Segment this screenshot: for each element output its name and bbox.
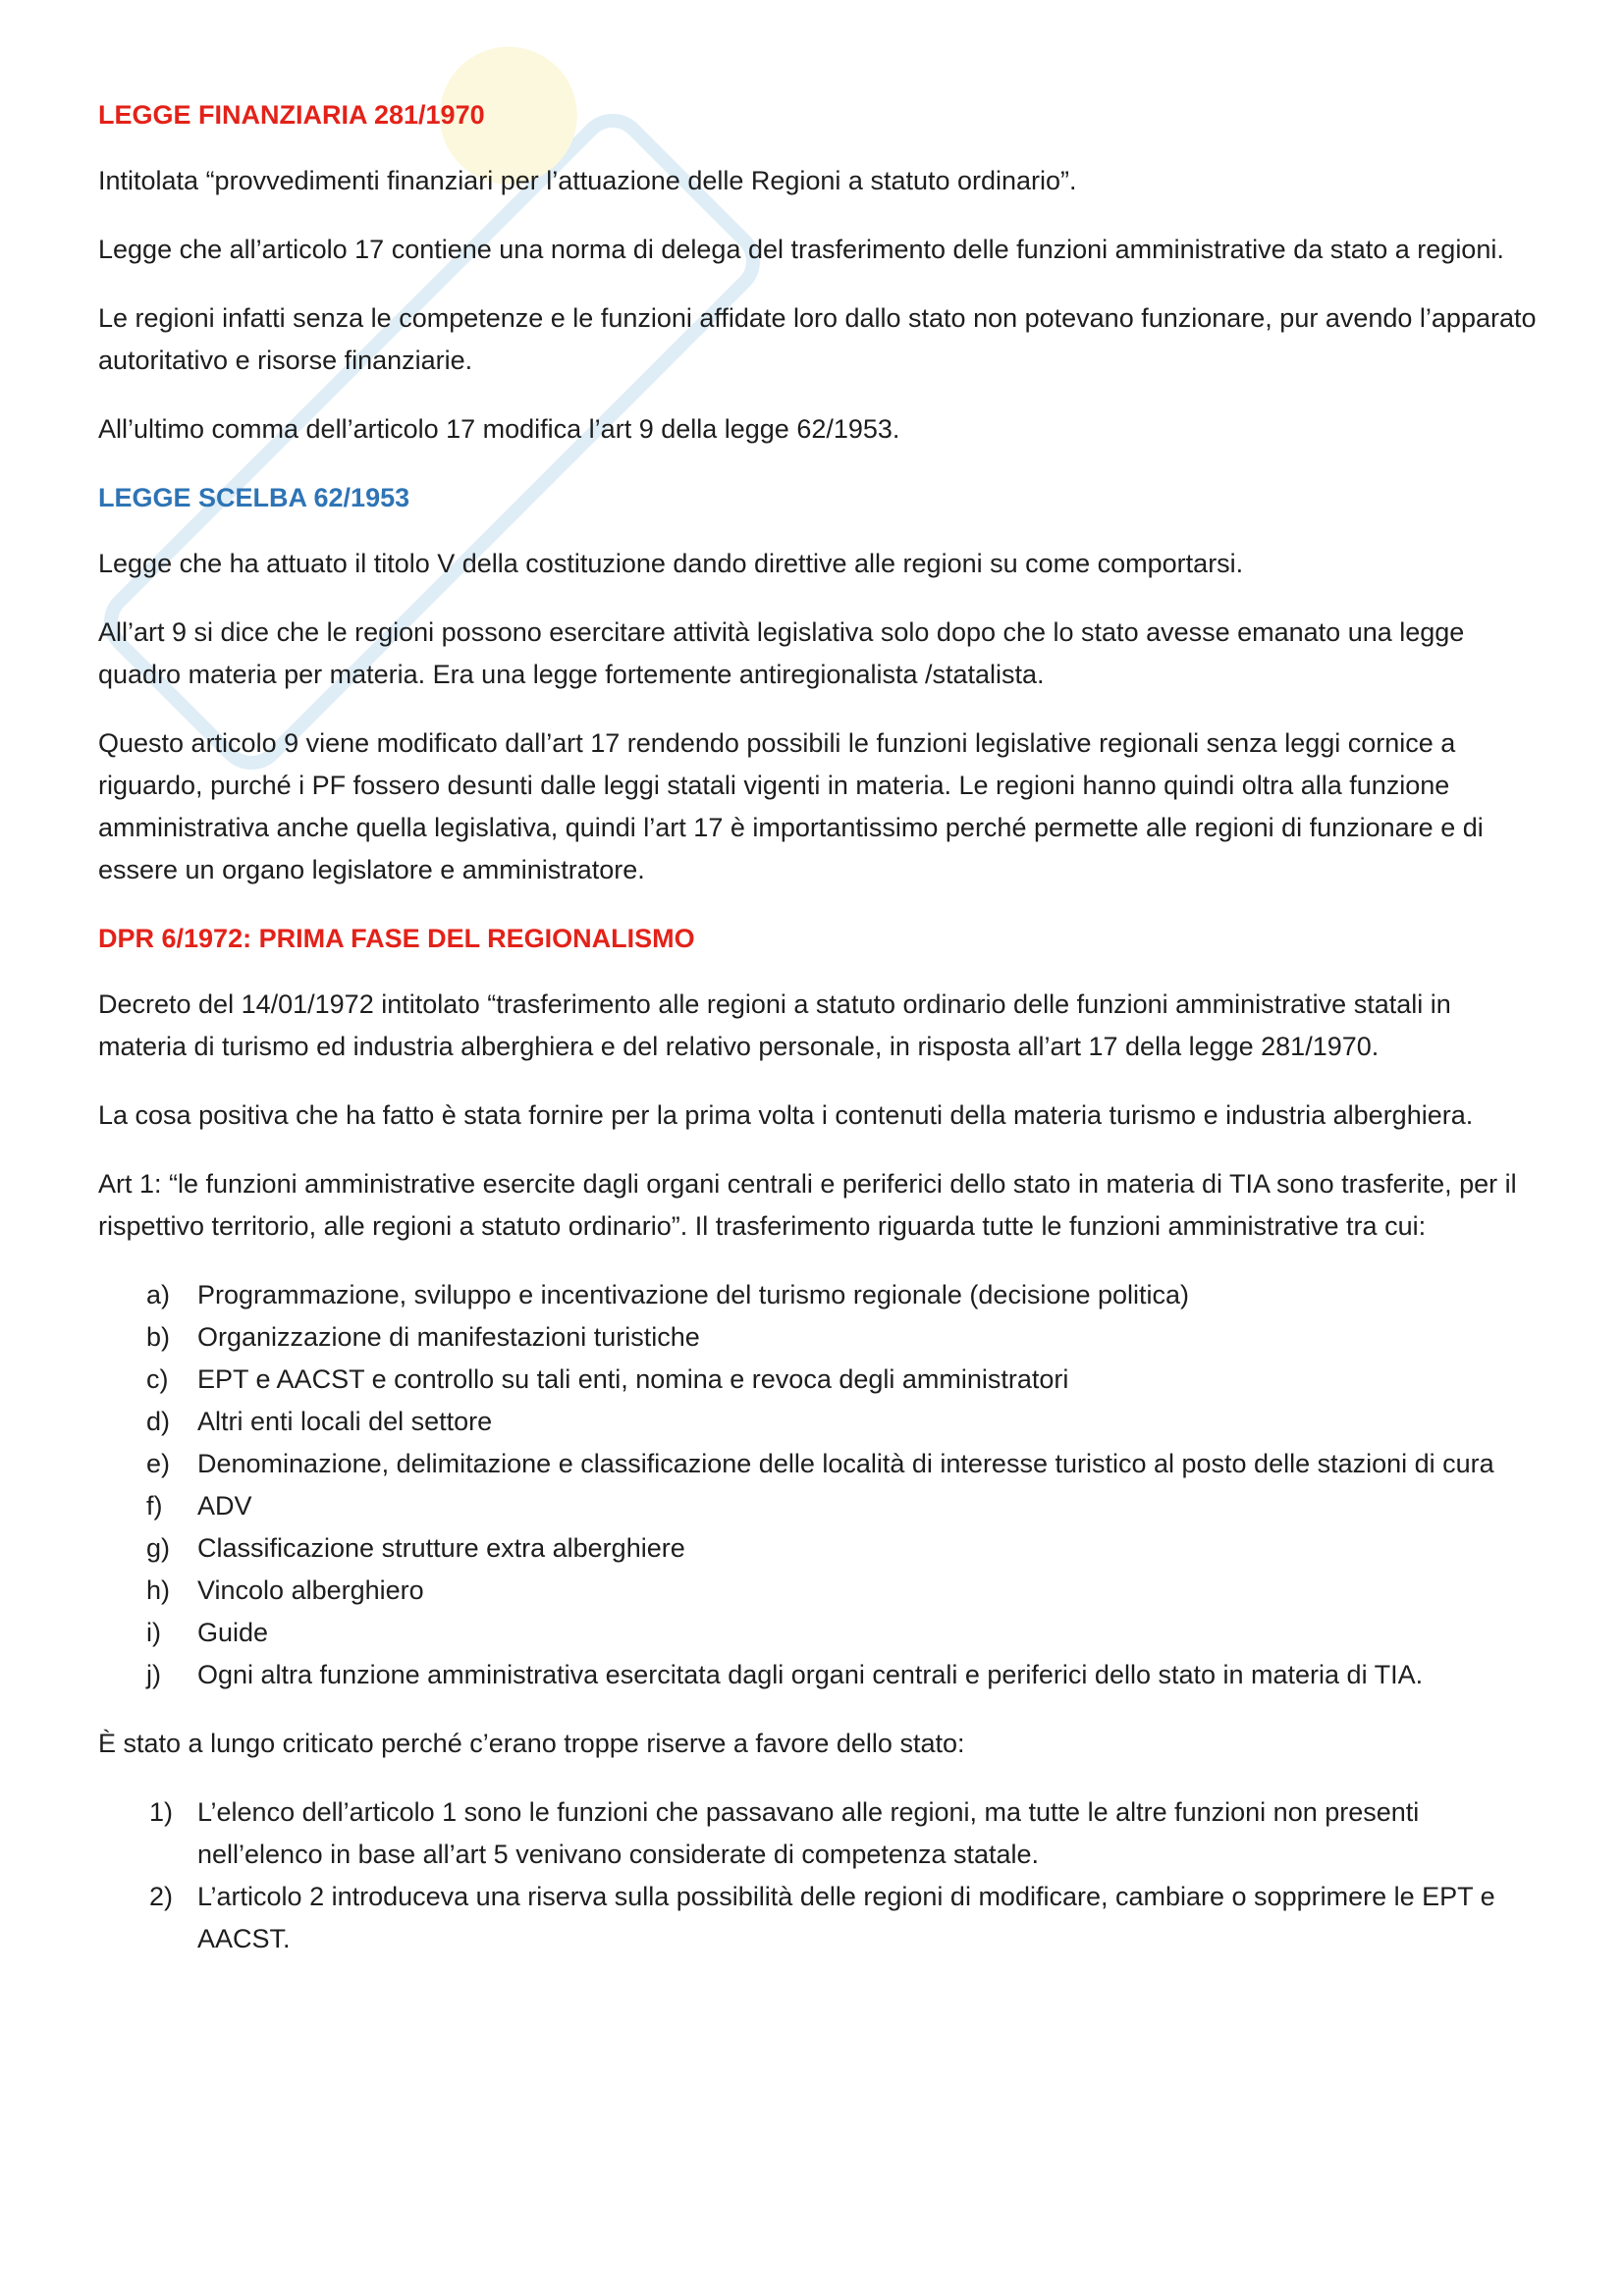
list-item-text: Classificazione strutture extra alberghiere	[197, 1533, 685, 1563]
list-item-text: L’articolo 2 introduceva una riserva sulla possibilità delle regioni di modificare, cambiare o sopprimere le EPT e AACST.	[197, 1882, 1495, 1953]
paragraph: Art 1: “le funzioni amministrative esercite dagli organi centrali e periferici dello stato in materia di TIA sono trasferite, per il rispettivo territorio, alle regioni a statuto ordinario”. Il trasferimento riguarda tutte le funzioni amministrative tra cui:	[98, 1169, 1517, 1241]
list-marker: i)	[146, 1618, 161, 1647]
list-item-text: Denominazione, delimitazione e classificazione delle località di interesse turistico al posto delle stazioni di cura	[197, 1449, 1494, 1478]
list-item	[98, 1876, 1542, 1960]
heading-legge-finanziaria: LEGGE FINANZIARIA 281/1970	[98, 100, 485, 130]
paragraph: È stato a lungo criticato perché c’erano troppe riserve a favore dello stato:	[98, 1729, 965, 1758]
list-marker: f)	[146, 1491, 163, 1521]
list-item	[98, 1654, 1542, 1696]
list-marker: d)	[146, 1407, 171, 1436]
paragraph: Questo articolo 9 viene modificato dall’art 17 rendendo possibili le funzioni legislative regionali senza leggi cornice a riguardo, purché i PF fossero desunti dalle leggi statali vigenti in materia. Le regioni hanno quindi oltra alla funzione amministrativa anche quella legislativa, quindi l’art 17 è importantissimo perché permette alle regioni di funzionare e di essere un organo legislatore e amministratore.	[98, 728, 1484, 884]
list-item	[98, 1612, 1542, 1654]
paragraph: All’art 9 si dice che le regioni possono esercitare attività legislativa solo dopo che lo stato avesse emanato una legge quadro materia per materia. Era una legge fortemente antiregionalista /statalista.	[98, 617, 1465, 689]
paragraph: Legge che ha attuato il titolo V della costituzione dando direttive alle regioni su come comportarsi.	[98, 549, 1244, 578]
list-item-text: Organizzazione di manifestazioni turistiche	[197, 1322, 700, 1352]
paragraph: Intitolata “provvedimenti finanziari per l’attuazione delle Regioni a statuto ordinario”.	[98, 166, 1077, 195]
number-list	[98, 1791, 1542, 1960]
list-marker: 2)	[149, 1882, 174, 1911]
paragraph: La cosa positiva che ha fatto è stata fornire per la prima volta i contenuti della materia turismo e industria alberghiera.	[98, 1100, 1474, 1130]
list-item	[98, 1485, 1542, 1527]
list-item-text: Guide	[197, 1618, 269, 1647]
heading-dpr-6-1972: DPR 6/1972: PRIMA FASE DEL REGIONALISMO	[98, 924, 695, 953]
heading-legge-scelba: LEGGE SCELBA 62/1953	[98, 483, 410, 512]
list-item	[98, 1443, 1542, 1485]
list-item-text: L’elenco dell’articolo 1 sono le funzioni che passavano alle regioni, ma tutte le altre funzioni non presenti nell’elenco in base all’art 5 venivano considerate di competenza statale.	[197, 1797, 1420, 1869]
paragraph: Legge che all’articolo 17 contiene una norma di delega del trasferimento delle funzioni amministrative da stato a regioni.	[98, 235, 1504, 264]
list-item	[98, 1274, 1542, 1316]
list-item	[98, 1316, 1542, 1359]
list-marker: c)	[146, 1364, 169, 1394]
list-item	[98, 1527, 1542, 1570]
list-marker: a)	[146, 1280, 171, 1309]
list-marker: 1)	[149, 1797, 174, 1827]
list-item-text: Programmazione, sviluppo e incentivazione del turismo regionale (decisione politica)	[197, 1280, 1190, 1309]
list-item-text: Altri enti locali del settore	[197, 1407, 493, 1436]
letter-list	[98, 1274, 1542, 1696]
list-marker: h)	[146, 1575, 171, 1605]
list-item	[98, 1570, 1542, 1612]
list-item-text: ADV	[197, 1491, 252, 1521]
list-item-text: EPT e AACST e controllo su tali enti, nomina e revoca degli amministratori	[197, 1364, 1069, 1394]
paragraph: All’ultimo comma dell’articolo 17 modifica l’art 9 della legge 62/1953.	[98, 414, 900, 444]
list-marker: e)	[146, 1449, 171, 1478]
list-item	[98, 1401, 1542, 1443]
list-item-text: Vincolo alberghiero	[197, 1575, 424, 1605]
paragraph: Le regioni infatti senza le competenze e le funzioni affidate loro dallo stato non potevano funzionare, pur avendo l’apparato autoritativo e risorse finanziarie.	[98, 303, 1537, 375]
list-item	[98, 1791, 1542, 1876]
list-marker: j)	[146, 1660, 161, 1689]
list-marker: g)	[146, 1533, 171, 1563]
document-page	[98, 94, 1542, 1987]
list-item-text: Ogni altra funzione amministrativa esercitata dagli organi centrali e periferici dello stato in materia di TIA.	[197, 1660, 1424, 1689]
list-marker: b)	[146, 1322, 171, 1352]
list-item	[98, 1359, 1542, 1401]
paragraph: Decreto del 14/01/1972 intitolato “trasferimento alle regioni a statuto ordinario delle funzioni amministrative statali in materia di turismo ed industria alberghiera e del relativo personale, in risposta all’art 17 della legge 281/1970.	[98, 989, 1451, 1061]
